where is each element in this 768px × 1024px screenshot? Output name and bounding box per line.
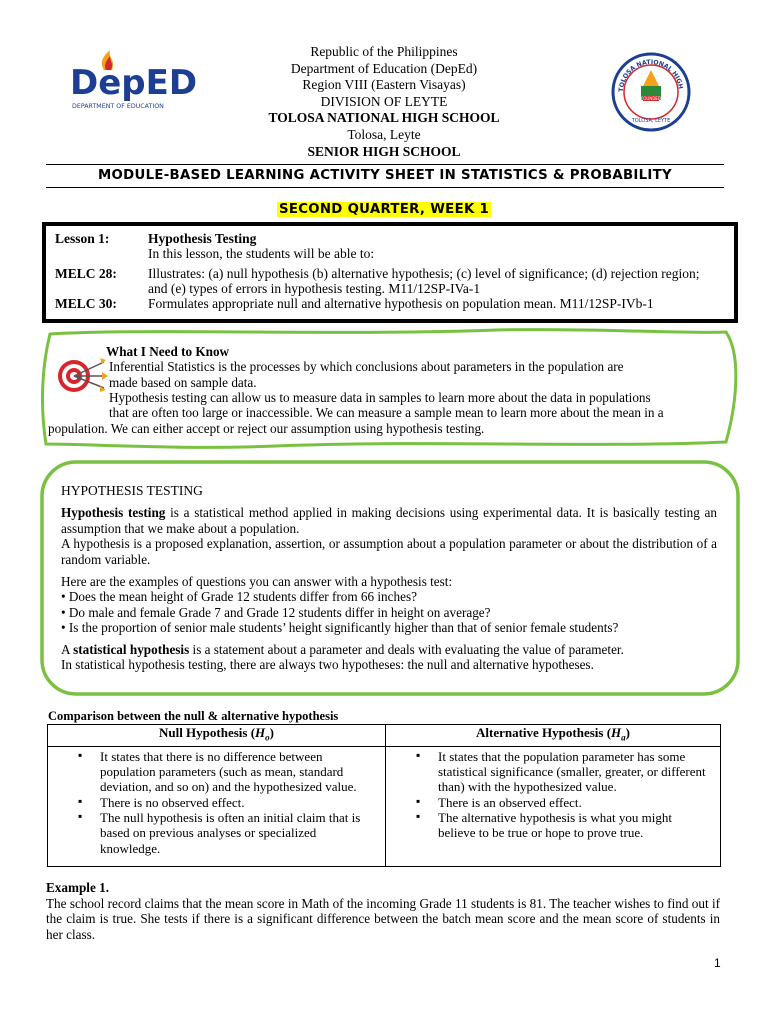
melc30-text: Formulates appropriate null and alternative hypothesis on population mean. M11/12SP-IVb-1 <box>148 296 654 311</box>
null-header <box>48 725 386 747</box>
alt-cell <box>386 746 721 866</box>
alt-item: ▪ The alternative hypothesis is what you might believe to be true or hope to prove true. <box>386 810 720 841</box>
alt-item: ▪ There is an observed effect. <box>386 795 720 810</box>
seal-subtext: TOLOSA, LEYTE <box>631 118 671 124</box>
header-line: Region VIII (Eastern Visayas) <box>302 77 466 93</box>
document-header <box>0 44 768 160</box>
hypothesis-definition <box>61 505 717 536</box>
seal-founded: FOUNDED <box>640 96 662 101</box>
header-line: Republic of the Philippines <box>310 44 458 59</box>
melc28-text: Illustrates: (a) null hypothesis (b) alternative hypothesis; (c) level of significance; (d) rejection region; and (e) types of errors in hypothesis testing. M11/12SP-IVa-1 <box>148 266 700 297</box>
deped-logo-text: DepED <box>70 63 198 103</box>
page-number: 1 <box>714 956 721 970</box>
null-cell <box>48 746 386 866</box>
alt-symbol: H <box>611 725 622 740</box>
hypothesis-definition-text: is a statistical method applied in making decisions using experimental data. It is basically testing an assumption that we make about a population. <box>61 505 717 536</box>
example-section <box>46 880 720 942</box>
null-item: ▪ The null hypothesis is often an initial claim that is based on previous analyses or specialized knowledge. <box>48 810 385 856</box>
deped-logo-subtext: DEPARTMENT OF EDUCATION <box>72 103 164 110</box>
alt-header <box>386 725 721 747</box>
lesson-title: Hypothesis Testing <box>148 231 257 246</box>
example-question: • Is the proportion of senior male students’ height significantly higher than that of senior female students? <box>61 620 619 635</box>
need-to-know-line: Inferential Statistics is the processes by which conclusions about parameters in the population are <box>109 359 624 374</box>
comparison-caption: Comparison between the null & alternative hypothesis <box>48 709 339 723</box>
hypothesis-heading: HYPOTHESIS TESTING <box>61 483 203 498</box>
need-to-know-line: population. We can either accept or reject our assumption using hypothesis testing. <box>48 421 485 436</box>
school-level: SENIOR HIGH SCHOOL <box>307 143 461 159</box>
alt-subscript: a <box>621 732 626 743</box>
example-heading: Example 1. <box>46 880 110 895</box>
two-hypotheses: In statistical hypothesis testing, there are always two hypotheses: the null and alternative hypotheses. <box>61 657 594 672</box>
comparison-table <box>47 724 721 867</box>
alt-header-label: Alternative Hypothesis ( <box>475 725 612 740</box>
melc28-label: MELC 28: <box>55 266 117 281</box>
stat-term: statistical hypothesis <box>73 642 190 657</box>
melc30-label: MELC 30: <box>55 296 117 311</box>
examples-intro: Here are the examples of questions you can answer with a hypothesis test: <box>61 574 453 589</box>
stat-prefix: A <box>61 642 74 657</box>
example-text: The school record claims that the mean score in Math of the incoming Grade 11 students is 81. The teacher wishes to find out if the claim is true. She tests if there is a significant difference between the batch mean score and the mean score of students in her class. <box>46 895 720 942</box>
quarter-highlight: SECOND QUARTER, WEEK 1 <box>278 202 490 217</box>
lesson-box <box>42 222 738 323</box>
need-to-know-line: Hypothesis testing can allow us to measure data in samples to learn more about the data in populations <box>109 390 651 405</box>
module-title: MODULE-BASED LEARNING ACTIVITY SHEET IN STATISTICS & PROBABILITY <box>46 164 724 188</box>
lesson-intro: In this lesson, the students will be able to: <box>148 246 375 261</box>
example-question: • Does the mean height of Grade 12 students differ from 66 inches? <box>61 589 417 604</box>
null-header-label: Null Hypothesis ( <box>158 725 256 740</box>
null-symbol: H <box>255 725 266 740</box>
null-item: ▪ It states that there is no difference between population parameters (such as mean, standard deviation, and so on) and the hypothesized value. <box>48 749 385 795</box>
alt-item: ▪ It states that the population parameter has some statistical significance (smaller, greater, or different than) with the hypothesized value. <box>386 749 720 795</box>
header-line: DIVISION OF LEYTE <box>320 93 448 109</box>
school-name: TOLOSA NATIONAL HIGH SCHOOL <box>268 110 500 126</box>
null-subscript: o <box>265 732 270 743</box>
school-town: Tolosa, Leyte <box>347 126 421 142</box>
hypothesis-meaning: A hypothesis is a proposed explanation, assertion, or assumption about a population parameter or about the distribution of a random variable. <box>61 536 717 567</box>
need-to-know-heading: What I Need to Know <box>106 344 230 359</box>
statistical-hypothesis <box>61 642 717 658</box>
null-item: ▪ There is no observed effect. <box>48 795 385 810</box>
target-icon <box>56 352 108 400</box>
quarter-label <box>0 200 768 218</box>
stat-text: is a statement about a parameter and deals with evaluating the value of parameter. <box>189 642 624 657</box>
alt-close: ) <box>625 725 630 740</box>
example-question: • Do male and female Grade 7 and Grade 12 students differ in height on average? <box>61 605 491 620</box>
lesson-label: Lesson 1: <box>55 231 110 246</box>
header-line: Department of Education (DepEd) <box>290 60 478 76</box>
need-to-know-line: made based on sample data. <box>109 375 257 390</box>
seal-text: TOLOSA NATIONAL HIGH <box>617 58 684 93</box>
need-to-know-line: that are often too large or inaccessible. We can measure a sample mean to learn more about the mean in a <box>109 405 664 420</box>
null-close: ) <box>269 725 275 740</box>
hypothesis-term: Hypothesis testing <box>61 505 166 520</box>
